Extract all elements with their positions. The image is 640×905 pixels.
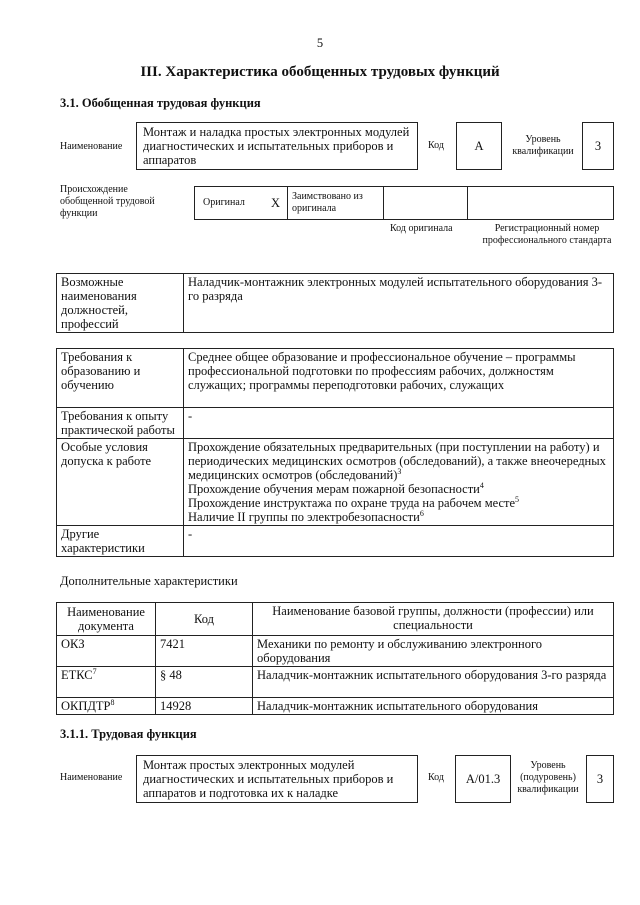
row-doc: ОКПДТР$^8$ xyxy=(57,698,156,715)
row-name: Наладчик-монтажник испытательного оборудования xyxy=(253,698,614,715)
conditions-label: Особые условия допуска к работе xyxy=(57,439,184,526)
col-name-header: Наименование базовой группы, должности (профессии) или специальности xyxy=(253,603,614,636)
positions-label: Возможные наименования должностей, профессий xyxy=(57,274,184,333)
gtf-level-value: 3 xyxy=(582,122,614,170)
positions-value: Наладчик-монтажник электронных модулей испытательного оборудования 3-го разряда xyxy=(184,274,614,333)
tf-heading: 3.1.1. Трудовая функция xyxy=(60,727,197,741)
additional-table xyxy=(56,602,614,715)
other-value: - xyxy=(184,526,614,557)
original-mark: Х xyxy=(271,196,281,210)
condition-line: Прохождение обучения мерам пожарной безопасности$^4$ xyxy=(188,480,484,496)
borrowed-label: Заимствовано из оригинала xyxy=(292,191,363,214)
condition-line: Прохождение обязательных предварительных (при поступлении на работу) и периодических медицинских осмотров (обследований), а также внеочередных медицинских осмотров (обследований)$^3$ xyxy=(188,440,606,482)
gtf-level-label: Уровень квалификации xyxy=(512,134,574,157)
table-row xyxy=(57,698,614,715)
gtf-code-label: Код xyxy=(428,140,444,151)
table-row xyxy=(57,636,614,667)
tf-code-label: Код xyxy=(428,772,444,783)
origin-divider-1 xyxy=(287,187,288,219)
tf-name-value: Монтаж простых электронных модулей диагностических и испытательных приборов и аппаратов и подготовка их к наладке xyxy=(136,755,418,803)
conditions-value xyxy=(184,439,614,526)
tf-level-value: 3 xyxy=(586,755,614,803)
tf-name-label: Наименование xyxy=(60,772,123,783)
gtf-heading: 3.1. Обобщенная трудовая функция xyxy=(60,96,261,110)
education-value: Среднее общее образование и профессиональное обучение – программы профессиональной подготовки по профессиям рабочих, должностям служащих; программы переподготовки рабочих, служащих xyxy=(184,349,614,408)
original-label: Оригинал xyxy=(203,197,245,208)
gtf-name-label: Наименование xyxy=(60,141,123,152)
section-title: III. Характеристика обобщенных трудовых функций xyxy=(140,64,500,80)
requirements-table xyxy=(56,348,614,557)
experience-label: Требования к опыту практической работы xyxy=(57,408,184,439)
code-original-label: Код оригинала xyxy=(390,223,453,234)
experience-value: - xyxy=(184,408,614,439)
table-row xyxy=(57,667,614,698)
row-doc: ОКЗ xyxy=(57,636,156,667)
condition-line: Наличие II группы по электробезопасности$^6$ xyxy=(188,508,424,524)
col-doc-header: Наименование документа xyxy=(57,603,156,636)
gtf-code-value: А xyxy=(456,122,502,170)
row-name: Механики по ремонту и обслуживанию электронного оборудования xyxy=(253,636,614,667)
row-name: Наладчик-монтажник испытательного оборудования 3-го разряда xyxy=(253,667,614,698)
reg-number-label: Регистрационный номер профессионального стандарта xyxy=(482,223,612,246)
row-code: § 48 xyxy=(156,667,253,698)
gtf-name-value: Монтаж и наладка простых электронных модулей диагностических и испытательных приборов и аппаратов xyxy=(136,122,418,170)
tf-level-label: Уровень (подуровень) квалификации xyxy=(517,760,579,795)
origin-table xyxy=(194,186,614,220)
other-label: Другие характеристики xyxy=(57,526,184,557)
page-number: 5 xyxy=(316,36,324,50)
origin-divider-2 xyxy=(383,187,384,219)
col-code-header: Код xyxy=(156,603,253,636)
row-code: 14928 xyxy=(156,698,253,715)
row-code: 7421 xyxy=(156,636,253,667)
row-doc: ЕТКС$^7$ xyxy=(57,667,156,698)
gtf-origin-label: Происхождение обобщенной трудовой функции xyxy=(60,184,155,219)
tf-code-value: А/01.3 xyxy=(455,755,511,803)
condition-line: Прохождение инструктажа по охране труда на рабочем месте$^5$ xyxy=(188,494,520,510)
positions-table xyxy=(56,273,614,333)
additional-heading: Дополнительные характеристики xyxy=(60,574,238,588)
origin-divider-3 xyxy=(467,187,468,219)
education-label: Требования к образованию и обучению xyxy=(57,349,184,408)
